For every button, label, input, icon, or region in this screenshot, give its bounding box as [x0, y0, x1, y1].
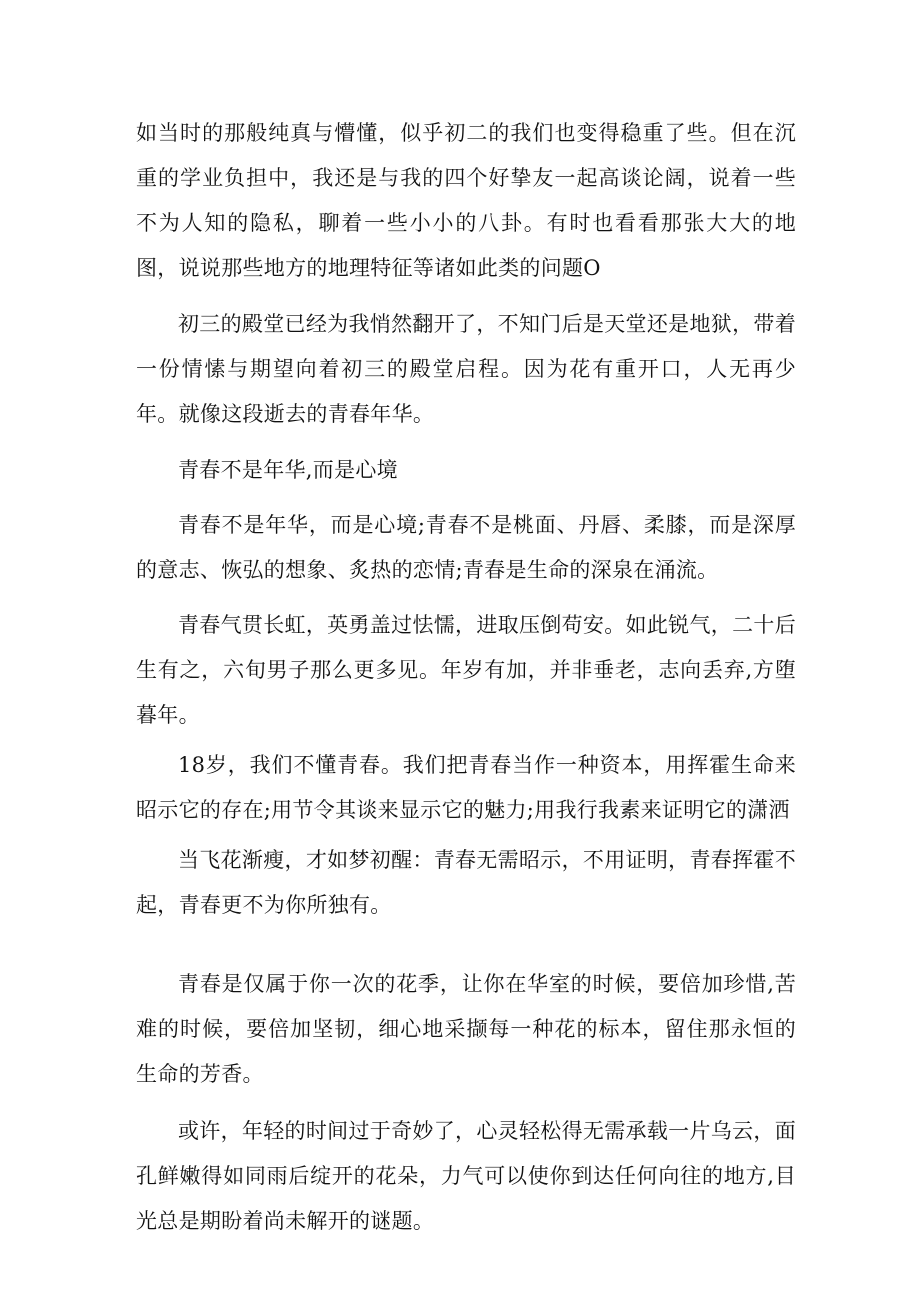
paragraph-6: 当飞花渐瘦，才如梦初醒：青春无需昭示，不用证明，青春挥霍不起，青春更不为你所独有。 — [136, 848, 796, 917]
paragraph-7: 青春是仅属于你一次的花季，让你在华室的时候，要倍加珍惜,苦难的时候，要倍加坚韧，细心地采撷每一种花的标本，留住那永恒的生命的芳香。 — [136, 972, 796, 1086]
paragraph-4: 青春气贯长虹，英勇盖过怯懦，进取压倒苟安。如此锐气，二十后生有之，六旬男子那么更多见。年岁有加，并非垂老，志向丢弃,方堕暮年。 — [136, 613, 796, 727]
paragraph-5: 18岁，我们不懂青春。我们把青春当作一种资本，用挥霍生命来昭示它的存在;用节令其谈来显示它的魅力;用我行我素来证明它的潇洒 — [136, 753, 796, 822]
paragraph-1: 如当时的那般纯真与懵懂，似乎初二的我们也变得稳重了些。但在沉重的学业负担中，我还是与我的四个好挚友一起高谈论阔，说着一些不为人知的隐私，聊着一些小小的八卦。有时也看看那张大大的地图，说说那些地方的地理特征等诸如此类的问题O — [136, 121, 796, 280]
paragraph-2: 初三的殿堂已经为我悄然翻开了，不知门后是天堂还是地狱，带着一份情愫与期望向着初三的殿堂启程。因为花有重开口，人无再少年。就像这段逝去的青春年华。 — [136, 312, 796, 426]
paragraph-heading: 青春不是年华,而是心境 — [178, 458, 398, 482]
document-body — [136, 111, 796, 1244]
paragraph-8: 或许，年轻的时间过于奇妙了，心灵轻松得无需承载一片乌云，面孔鲜嫩得如同雨后绽开的花朵，力气可以使你到达任何向往的地方,目光总是期盼着尚未解开的谜题。 — [136, 1119, 796, 1233]
paragraph-3: 青春不是年华，而是心境;青春不是桃面、丹唇、柔膝，而是深厚的意志、恢弘的想象、炙热的恋情;青春是生命的深泉在涌流。 — [136, 513, 796, 582]
